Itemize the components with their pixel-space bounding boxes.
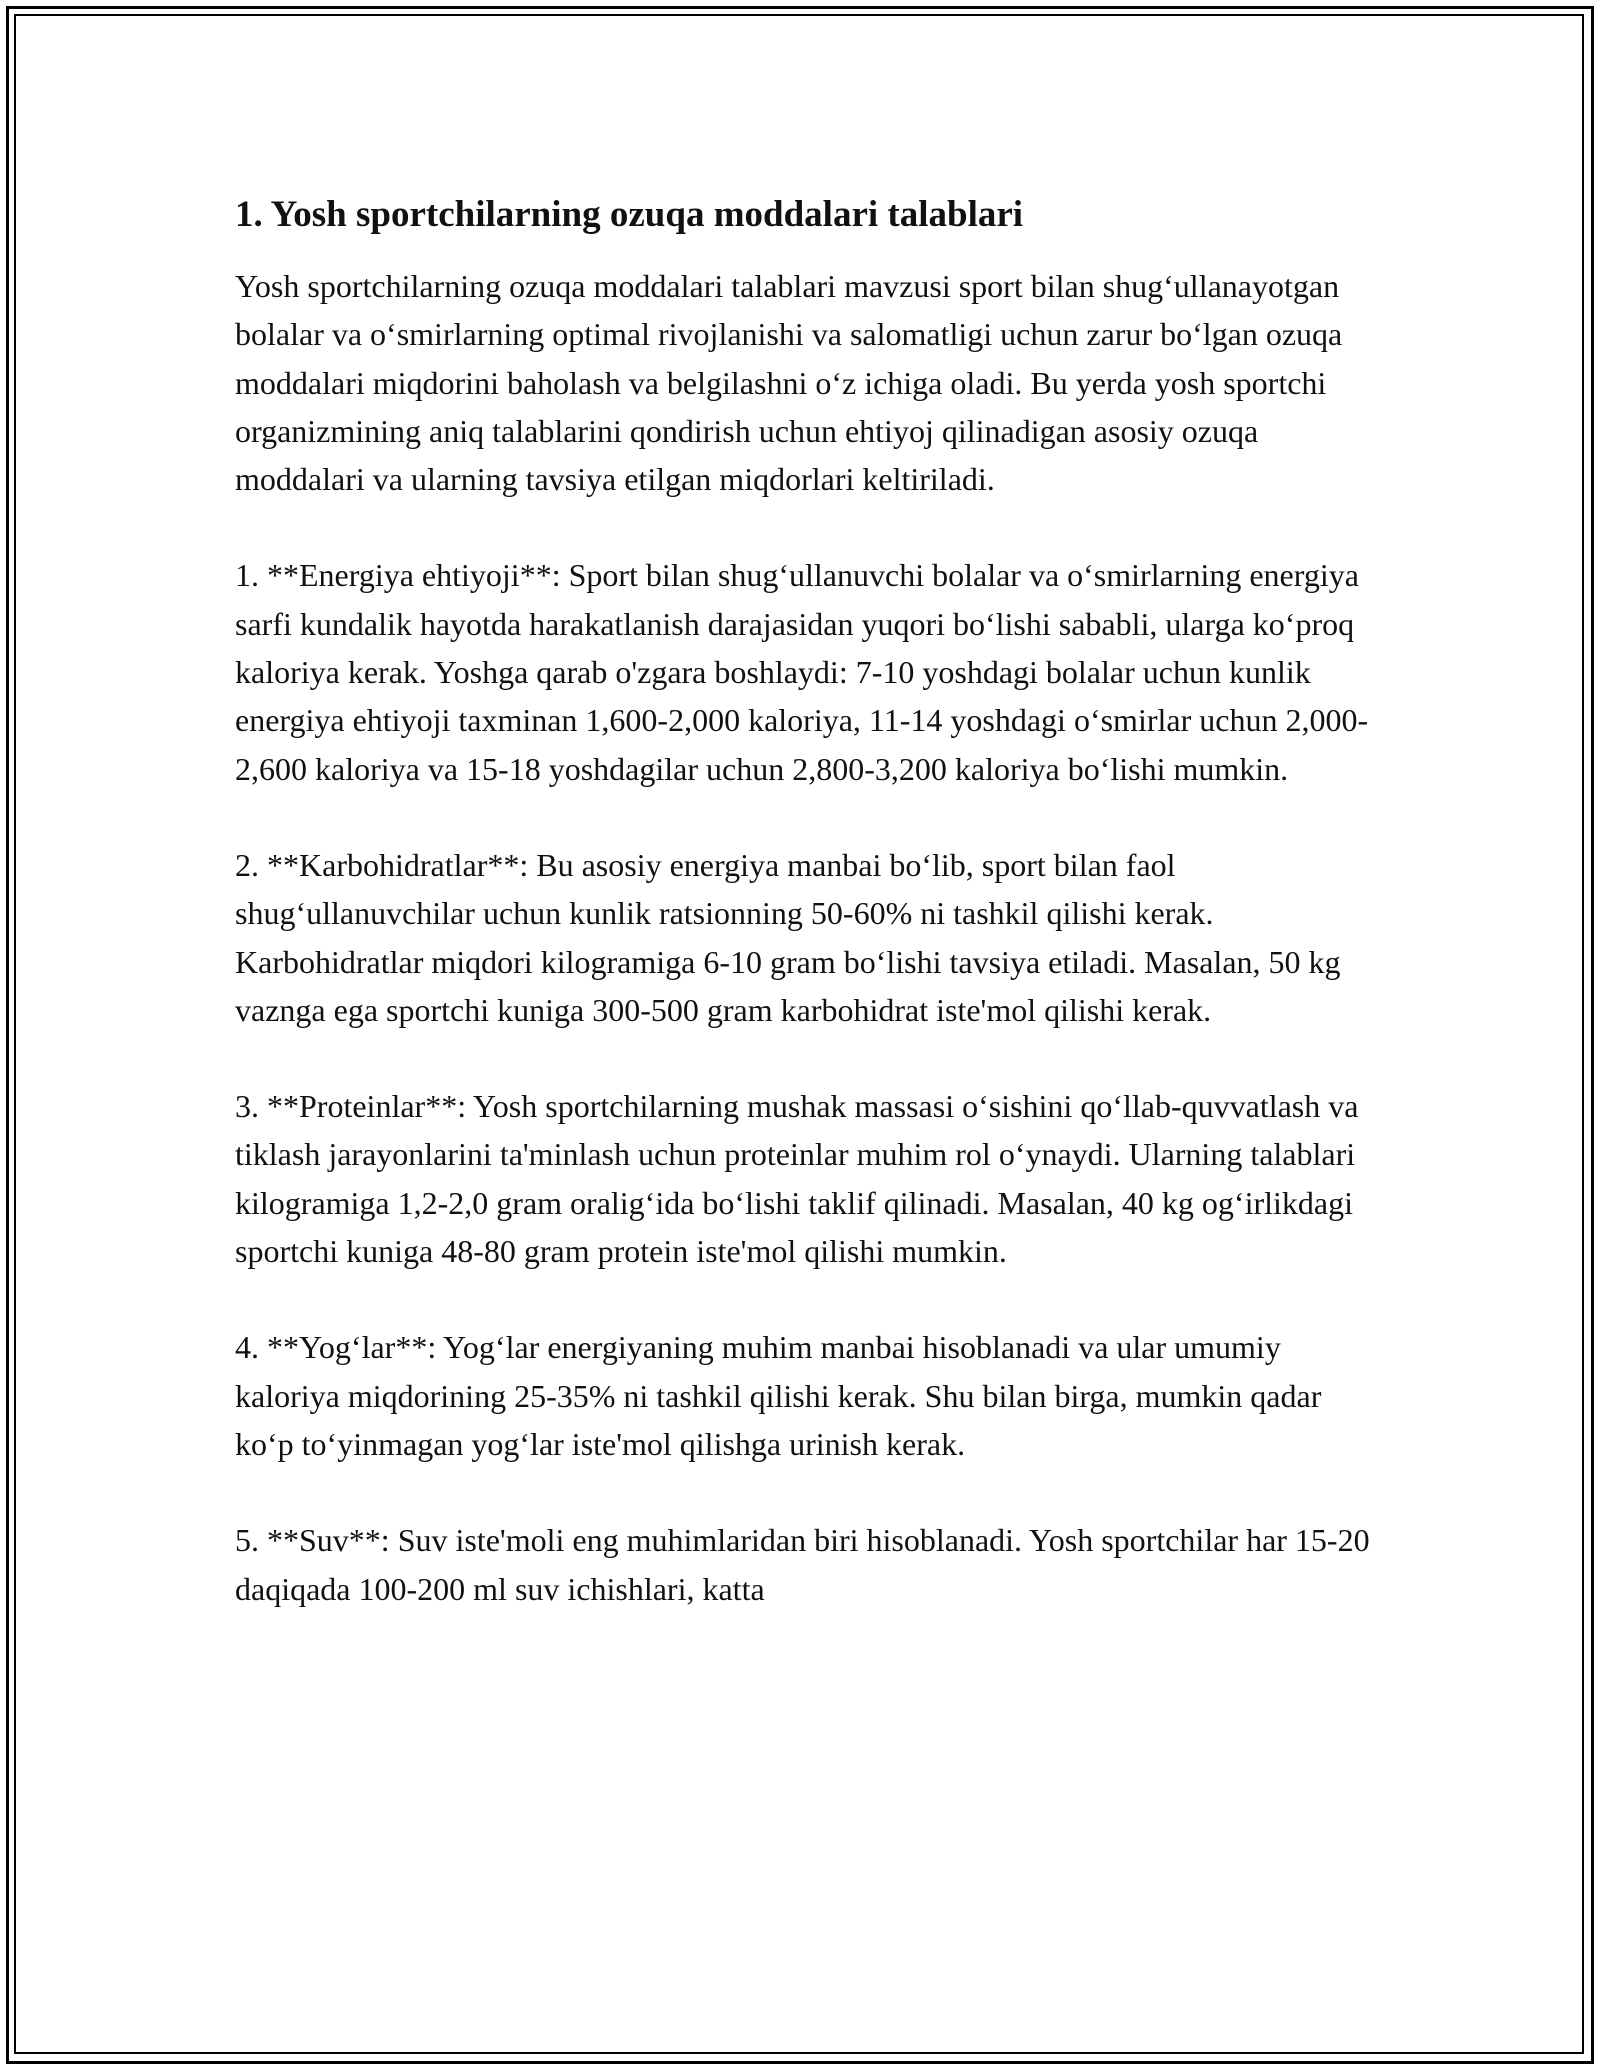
energy-paragraph: 1. **Energiya ehtiyoji**: Sport bilan shug‘ullanuvchi bolalar va o‘smirlarning energiya sarfi kundalik hayotda harakatlanish darajasidan yuqori bo‘lishi sababli, ularga ko‘proq kaloriya kerak. Yoshga qarab o'zgara boshlaydi: 7-10 yoshdagi bolalar uchun kunlik energiya ehtiyoji taxminan 1,600-2,000 kaloriya, 11-14 yoshdagi o‘smirlar uchun 2,000-2,600 kaloriya va 15-18 yoshdagilar uchun 2,800-3,200 kaloriya bo‘lishi mumkin. [235, 557, 1369, 787]
fats-paragraph: 4. **Yog‘lar**: Yog‘lar energiyaning muhim manbai hisoblanadi va ular umumiy kaloriya miqdorining 25-35% ni tashkil qilishi kerak. Shu bilan birga, mumkin qadar ko‘p to‘yinmagan yog‘lar iste'mol qilishga urinish kerak. [235, 1329, 1322, 1462]
section-heading: 1. Yosh sportchilarning ozuqa moddalari talablari [235, 194, 1024, 235]
intro-paragraph: Yosh sportchilarning ozuqa moddalari talablari mavzusi sport bilan shug‘ullanayotgan bolalar va o‘smirlarning optimal rivojlanishi va salomatligi uchun zarur bo‘lgan ozuqa moddalari miqdorini baholash va belgilashni o‘z ichiga oladi. Bu yerda yosh sportchi organizmining aniq talablarini qondirish uchun ehtiyoj qilinadigan asosiy ozuqa moddalari va ularning tavsiya etilgan miqdorlari keltiriladi. [235, 268, 1343, 498]
carbohydrates-paragraph: 2. **Karbohidratlar**: Bu asosiy energiya manbai bo‘lib, sport bilan faol shug‘ullanuvchilar uchun kunlik ratsionning 50-60% ni tashkil qilishi kerak. Karbohidratlar miqdori kilogramiga 6-10 gram bo‘lishi tavsiya etiladi. Masalan, 50 kg vaznga ega sportchi kuniga 300-500 gram karbohidrat iste'mol qilishi kerak. [235, 846, 1341, 1028]
water-paragraph: 5. **Suv**: Suv iste'moli eng muhimlaridan biri hisoblanadi. Yosh sportchilar har 15-20 daqiqada 100-200 ml suv ichishlari, katta [235, 1522, 1370, 1607]
document-body [235, 185, 1375, 1661]
proteins-paragraph: 3. **Proteinlar**: Yosh sportchilarning mushak massasi o‘sishini qo‘llab-quvvatlash va tiklash jarayonlarini ta'minlash uchun proteinlar muhim rol o‘ynaydi. Ularning talablari kilogramiga 1,2-2,0 gram oralig‘ida bo‘lishi taklif qilinadi. Masalan, 40 kg og‘irlikdagi sportchi kuniga 48-80 gram protein iste'mol qilishi mumkin. [235, 1088, 1359, 1270]
